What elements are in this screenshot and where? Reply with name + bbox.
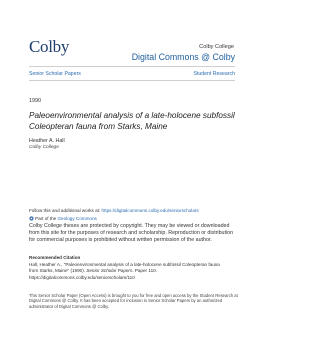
network-commons-icon [29, 216, 34, 221]
author-name: Heather A. Hall [29, 138, 65, 144]
geology-commons-link[interactable]: Geology Commons [57, 216, 97, 221]
citation-line-1: Hall, Heather A., "Paleoenvironmental analysis of a late-holocene subfossil Coleopteran fauna [29, 261, 220, 267]
collection-url-link[interactable]: https://digitalcommons.colby.edu/seniorscholars [101, 208, 199, 213]
citation-url[interactable]: https://digitalcommons.colby.edu/seniorscholars/110 [29, 274, 135, 280]
repository-link[interactable]: Digital Commons @ Colby [131, 52, 235, 62]
institution-name: Colby College [199, 44, 234, 50]
colby-logo-text: Colby [29, 37, 70, 56]
footer-note: This Senior Scholar Paper (Open Access) is brought to you for free and open access by the Student Research at Digital Commons @ Colby. It has been accepted for inclusion in Senior Scholar Papers by an authorized administrator of Digital Commons @ Colby. [29, 293, 238, 309]
author-affiliation: Colby College [29, 145, 59, 150]
header-divider [29, 66, 235, 67]
rights-statement: Colby College theses are protected by copyright. They may be viewed or downloaded from this site for the purposes of research and scholarship. Reproduction or distribution for commercial purposes is prohibited without written permission of the author. [29, 223, 234, 244]
follow-line [29, 208, 244, 215]
student-research-link[interactable]: Student Research [193, 71, 235, 77]
nav-divider [29, 80, 235, 81]
part-of-line [29, 216, 97, 223]
citation-paper-number: . Paper 110. [132, 268, 157, 273]
senior-scholar-papers-link[interactable]: Senior Scholar Papers [29, 71, 81, 77]
colby-logo[interactable] [29, 37, 75, 57]
citation-text: from Starks, Maine" (1990). [29, 268, 87, 273]
paper-title: Paleoenvironmental analysis of a late-holocene subfossil Coleopteran fauna from Starks, Maine [29, 111, 235, 131]
follow-prefix: Follow this and additional works at: [29, 208, 102, 213]
publication-year: 1990 [29, 98, 41, 104]
logo-ring-icon [29, 40, 40, 51]
part-of-prefix: Part of the [35, 216, 58, 221]
citation-heading: Recommended Citation [29, 255, 81, 260]
citation-series: Senior Scholar Papers [86, 268, 133, 273]
